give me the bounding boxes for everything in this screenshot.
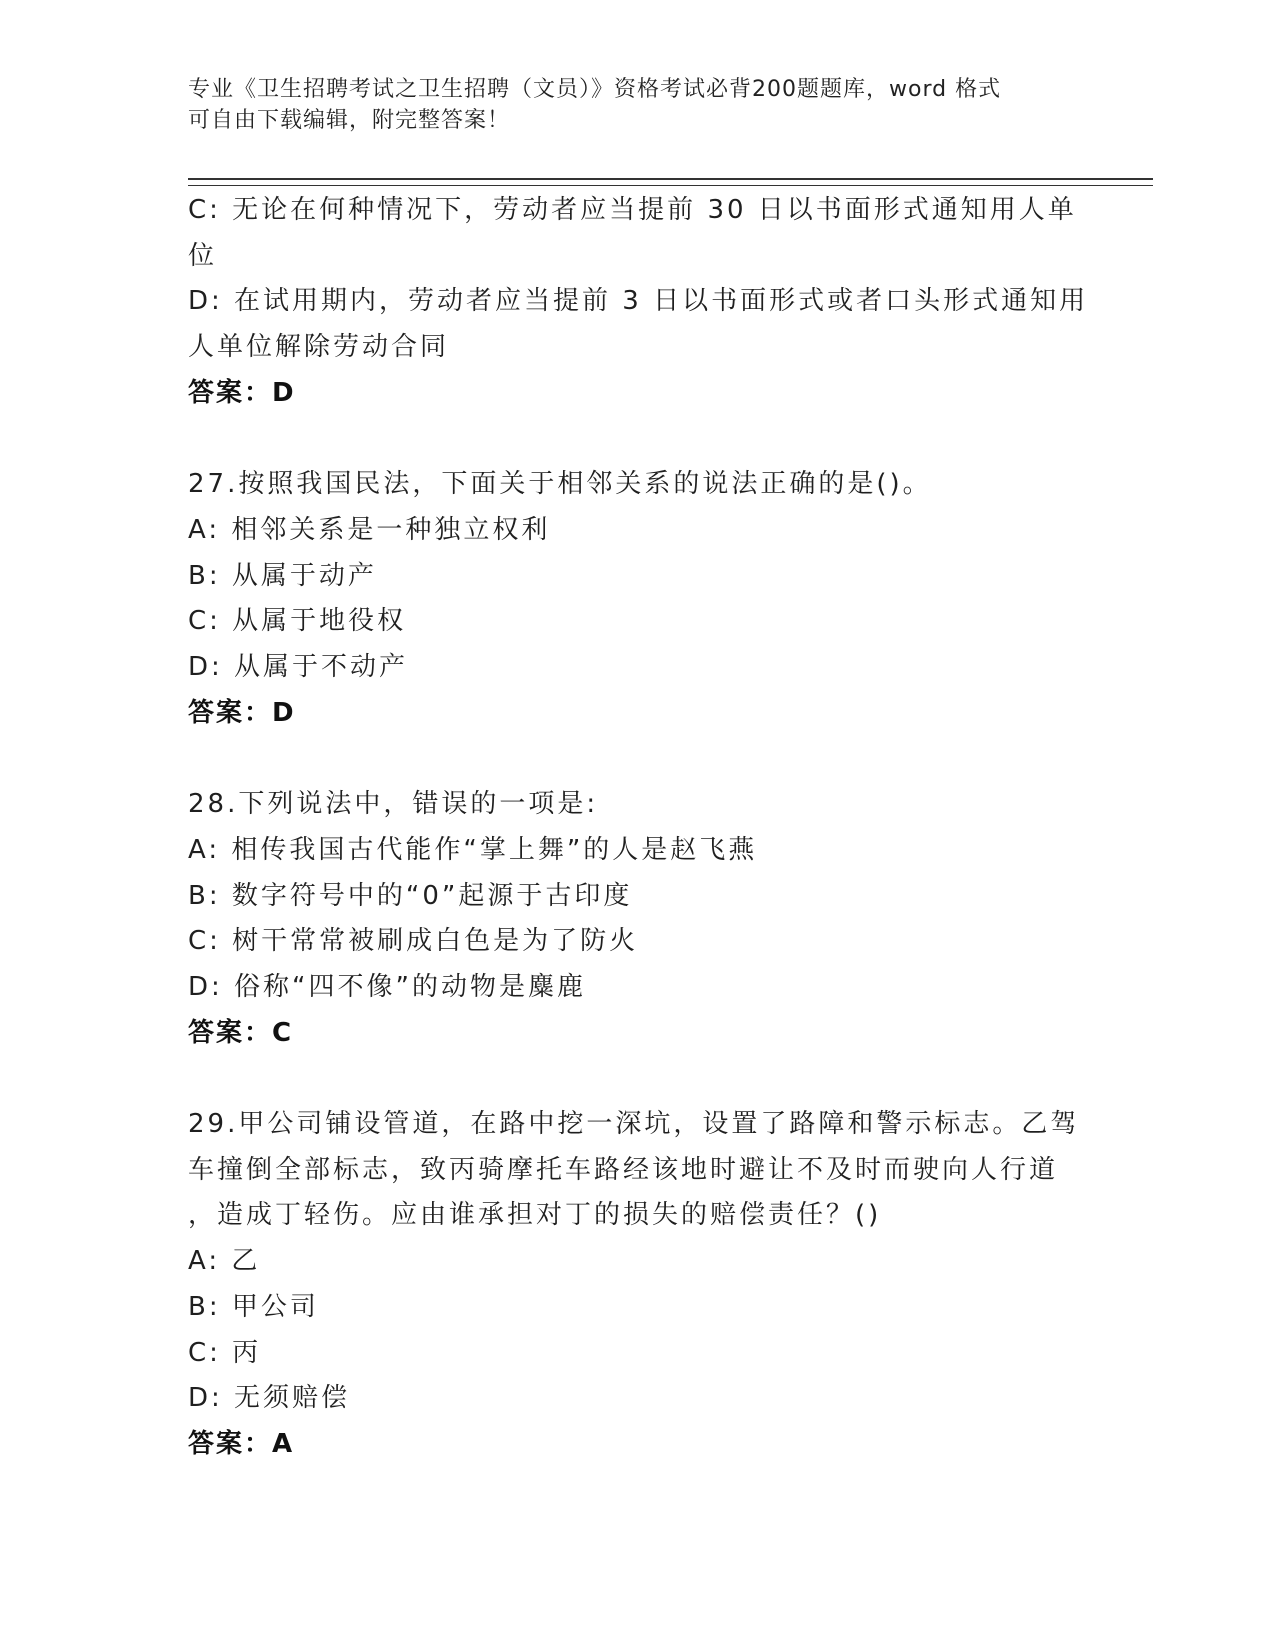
spacer [188, 417, 1068, 463]
question-29-option-d: D: 无须赔偿 [188, 1383, 351, 1414]
question-29-stem-line-3: ，造成丁轻伤。应由谁承担对丁的损失的赔偿责任？() [188, 1200, 882, 1231]
header-title-line-2: 可自由下载编辑，附完整答案！ [188, 108, 511, 133]
option-d-line-2: 人单位解除劳动合同 [188, 332, 450, 363]
option-c-line-1: C: 无论在何种情况下，劳动者应当提前 30 日以书面形式通知用人单 [188, 195, 1077, 225]
answer-line: 答案：D [188, 377, 296, 408]
option-d-line-1: D: 在试用期内，劳动者应当提前 3 日以书面形式或者口头形式通知用 [188, 286, 1089, 317]
spacer [188, 736, 1068, 782]
option-c-line-2: 位 [188, 240, 218, 271]
question-27-option-a: A: 相邻关系是一种独立权利 [188, 514, 551, 545]
question-29-option-a: A: 乙 [188, 1246, 261, 1277]
document-header [188, 74, 1068, 136]
header-divider [188, 178, 1153, 186]
question-28-option-d: D: 俗称“四不像”的动物是麋鹿 [188, 971, 586, 1002]
question-27-stem: 27.按照我国民法，下面关于相邻关系的说法正确的是()。 [188, 469, 932, 500]
question-28-option-a: A: 相传我国古代能作“掌上舞”的人是赵飞燕 [188, 834, 758, 865]
question-28-option-c: C: 树干常常被刷成白色是为了防火 [188, 926, 639, 957]
document-body [188, 188, 1089, 1468]
question-27-option-b: B: 从属于动产 [188, 560, 377, 591]
question-28-option-b: B: 数字符号中的“0”起源于古印度 [188, 880, 633, 911]
question-28-stem: 28.下列说法中，错误的一项是: [188, 789, 599, 820]
question-29-option-c: C: 丙 [188, 1337, 262, 1368]
spacer [188, 1056, 1068, 1102]
header-title-line-1: 专业《卫生招聘考试之卫生招聘（文员）》资格考试必背200题题库，word 格式 [188, 77, 1002, 102]
question-28-answer: 答案：C [188, 1017, 294, 1048]
question-29-answer: 答案：A [188, 1428, 295, 1459]
question-27-answer: 答案：D [188, 697, 296, 728]
question-29-stem-line-1: 29.甲公司铺设管道，在路中挖一深坑，设置了路障和警示标志。乙驾 [188, 1109, 1080, 1140]
question-27-option-c: C: 从属于地役权 [188, 606, 407, 637]
question-27-option-d: D: 从属于不动产 [188, 652, 409, 683]
question-29-stem-line-2: 车撞倒全部标志，致丙骑摩托车路经该地时避让不及时而驶向人行道 [188, 1154, 1059, 1185]
question-29-option-b: B: 甲公司 [188, 1291, 319, 1322]
